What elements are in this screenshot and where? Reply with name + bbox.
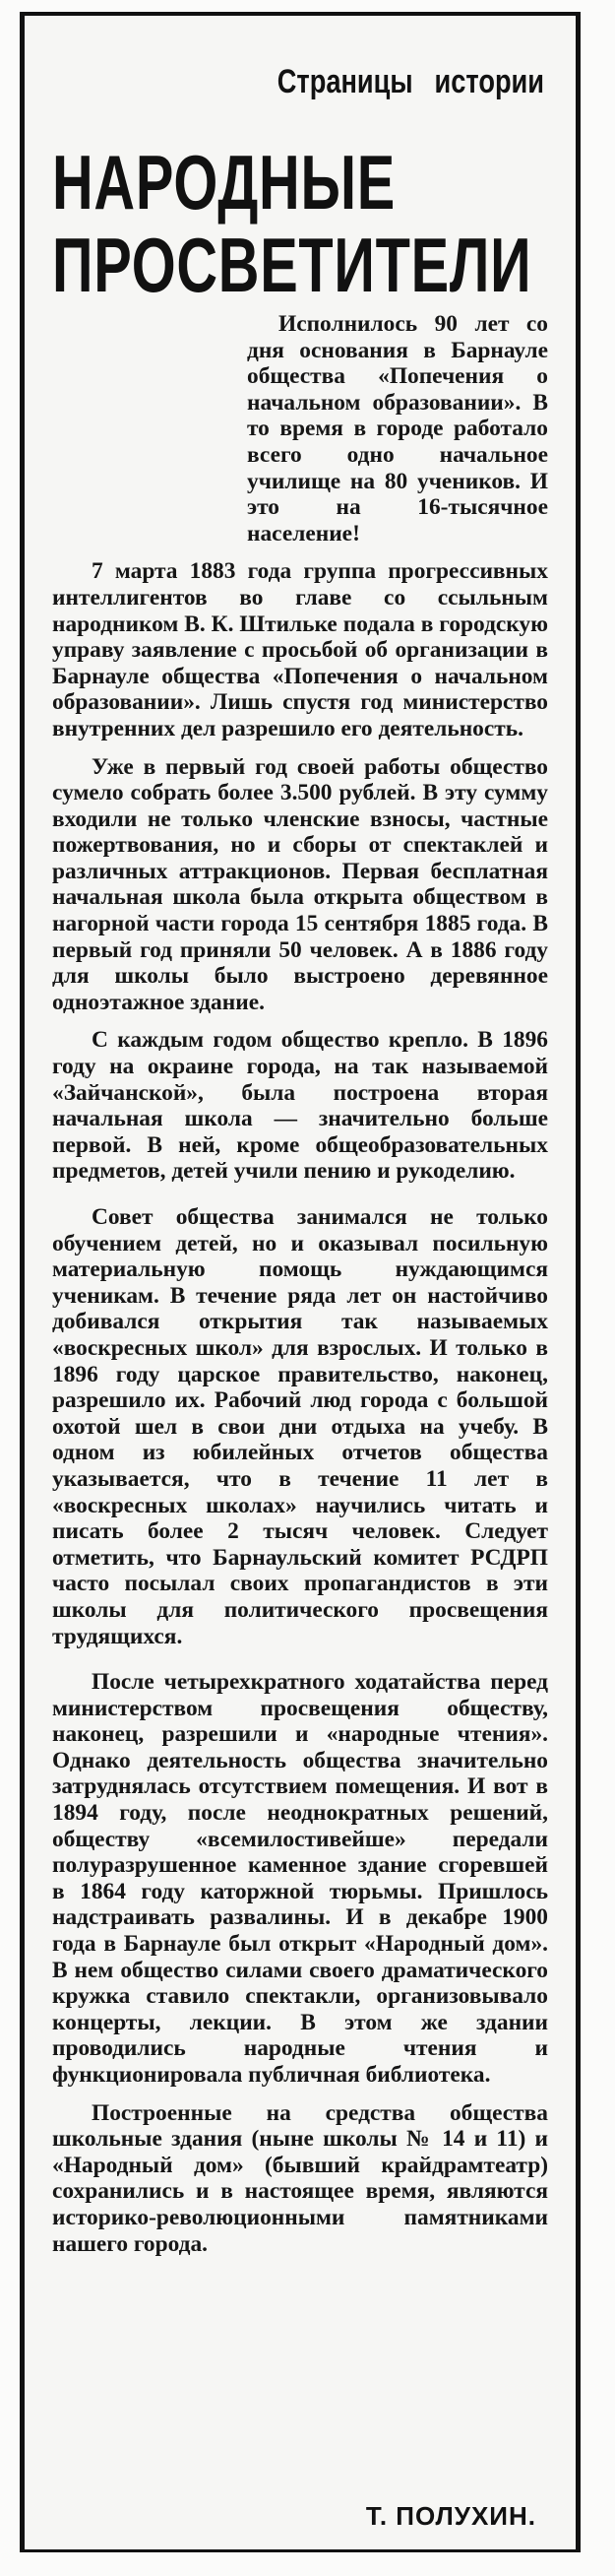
paragraph-4: С каждым годом общество крепло. В 1896 году на окраине города, на так называемой «Зайчанской», была построена вторая начальная школа — значительно больше первой. В ней, кроме общеобразовательных предметов, детей учили пению и рукоделию. [52, 1027, 548, 1185]
paragraph-1: Исполнилось 90 лет со дня основания в Барнауле общества «Попечения о начальном образовании». В то время в городе работало всего одно начальное училище на 80 учеников. И это на 16-тысячное население! [247, 311, 548, 547]
article-frame [20, 12, 581, 2552]
headline-line-1: НАРОДНЫЕ [52, 139, 396, 225]
article-body [52, 311, 548, 2257]
paragraph-5: Совет общества занимался не только обучением детей, но и оказывал посильную материальную помощь нуждающимся ученикам. В течение ряда лет он настойчиво добивался открытия так называемых «воскресных школ» для взрослых. И только в 1896 году царское правительство, наконец, разрешило их. Рабочий люд города с большой охотой шел в свои дни отдыха на учебу. В одном из юбилейных отчетов общества указывается, что в течение 11 лет в «воскресных школах» научились читать и писать более 2 тысяч человек. Следует отметить, что Барнаульский комитет РСДРП часто посылал своих пропагандистов в эти школы для политического просвещения трудящихся. [52, 1204, 548, 1649]
author-signature: Т. ПОЛУХИН. [365, 2501, 536, 2531]
paragraph-7: Построенные на средства общества школьные здания (ныне школы № 14 и 11) и «Народный дом» (бывший крайдрамтеатр) сохранились и в настоящее время, являются историко-революционными памятниками нашего города. [52, 2099, 548, 2257]
article-headline [52, 139, 615, 309]
paragraph-6: После четырехкратного ходатайства перед министерством просвещения обществу, наконец, разрешили и «народные чтения». Однако деятельность общества значительно затруднялась отсутствием помещения. И вот в 1894 году, после неоднократных решений, обществу «всемилостивейше» передали полуразрушенное каменное здание сгоревшей в 1864 году каторжной тюрьмы. Пришлось надстраивать развалины. И в декабре 1900 года в Барнауле был открыт «Народный дом». В нем общество силами своего драматического кружка ставило спектакли, организовывало концерты, лекции. В этом же здании проводились народные чтения и функционировала публичная библиотека. [52, 1669, 548, 2088]
section-rubric: Страницы истории [277, 63, 544, 100]
paragraph-3: Уже в первый год своей работы общество сумело собрать более 3.500 рублей. В эту сумму входили не только членские взносы, частные пожертвования, но и сборы от спектаклей и различных аттракционов. Первая бесплатная начальная школа была открыта обществом в нагорной части города 15 сентября 1885 года. В первый год приняли 50 человек. А в 1886 году для школы было выстроено деревянное одноэтажное здание. [52, 753, 548, 1015]
paragraph-2: 7 марта 1883 года группа прогрессивных интеллигентов во главе со ссыльным народником В. К. Штильке подала в городскую управу заявление с просьбой об организации в Барнауле общества «Попечения о начальном образовании». Лишь спустя год министерство внутренних дел разрешило его деятельность. [52, 558, 548, 741]
headline-line-2: ПРОСВЕТИТЕЛИ [52, 222, 532, 308]
